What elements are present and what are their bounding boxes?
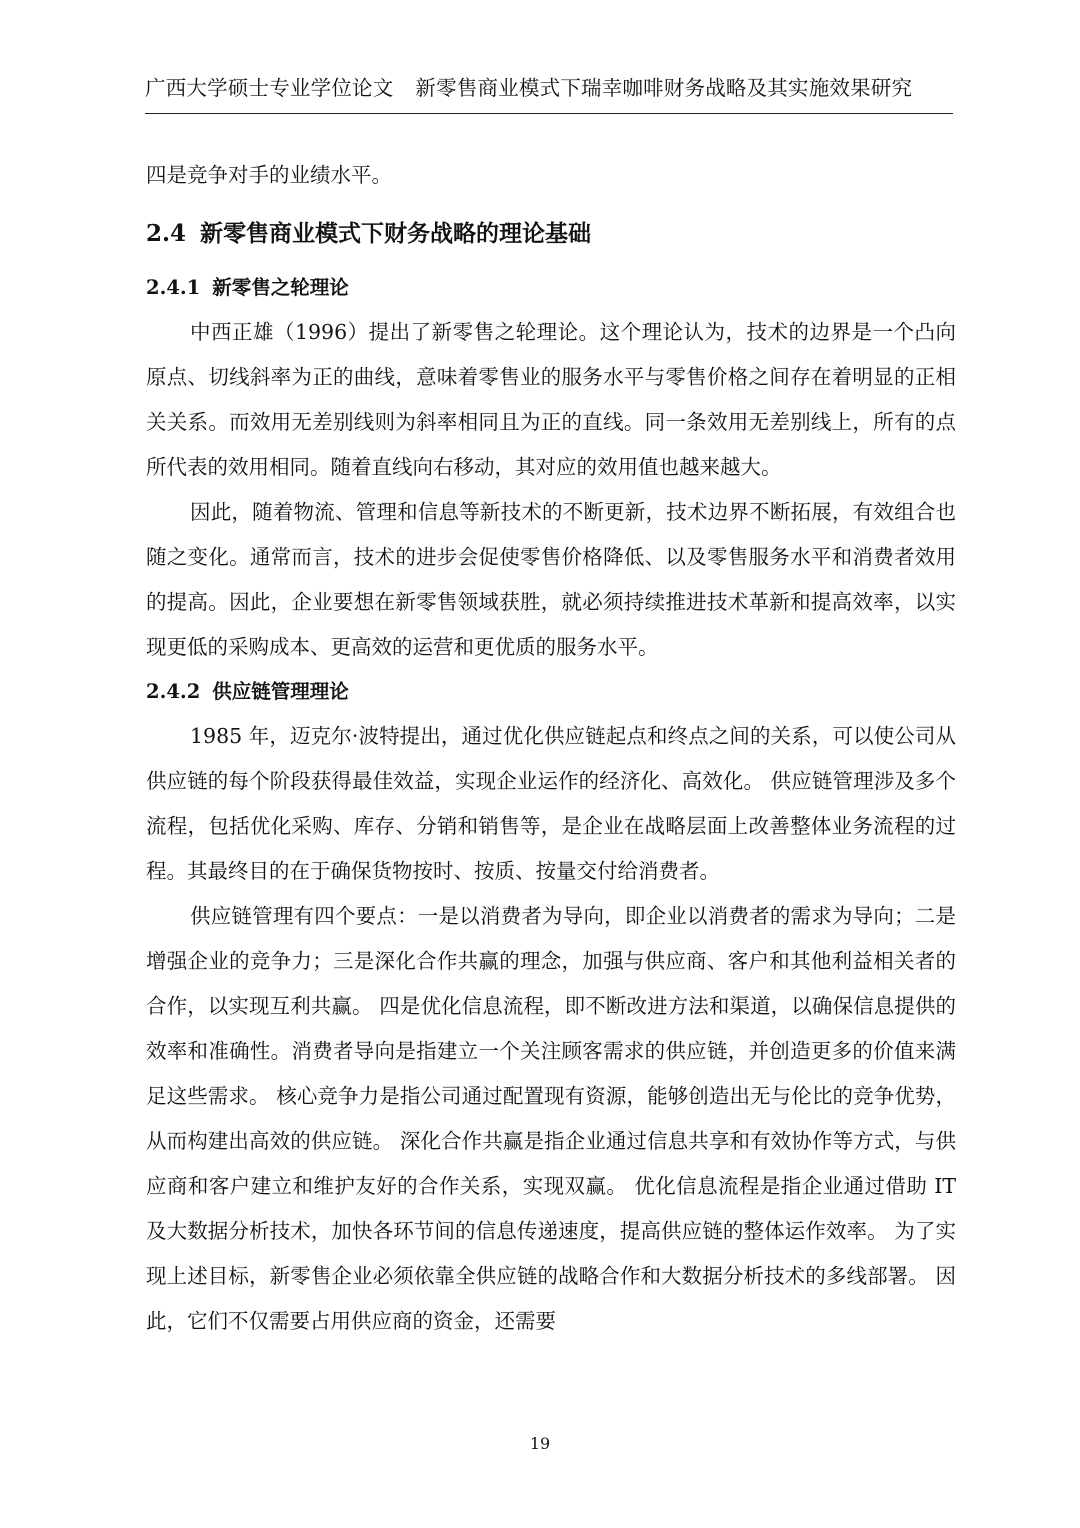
header-thesis-title: 新零售商业模式下瑞幸咖啡财务战略及其实施效果研究 bbox=[415, 76, 913, 100]
paragraph: 因此，随着物流、管理和信息等新技术的不断更新，技术边界不断拓展，有效组合也随之变化。通常而言，技术的进步会促使零售价格降低、以及零售服务水平和消费者效用的提高。因此，企业要想在新零售领域获胜，就必须持续推进技术革新和提高效率，以实现更低的采购成本、更高效的运营和更优质的服务水平。 bbox=[146, 500, 956, 659]
subsection-number: 2.4.2 bbox=[146, 680, 201, 703]
paragraph: 供应链管理有四个要点：一是以消费者为导向，即企业以消费者的需求为导向；二是增强企业的竞争力；三是深化合作共赢的理念，加强与供应商、客户和其他利益相关者的合作，以实现互利共赢。 四是优化信息流程，即不断改进方法和渠道，以确保信息提供的效率和准确性。消费者导向是指建立一个关注顾客需求的供应链，并创造更多的价值来满足这些需求。 核心竞争力是指公司通过配置现有资源，能够创造出无与伦比的竞争优势，从而构建出高效的供应链。 深化合作共赢是指企业通过信息共享和有效协作等方式，与供应商和客户建立和维护友好的合作关系，实现双赢。 优化信息流程是指企业通过借助 IT 及大数据分析技术，加快各环节间的信息传递速度，提高供应链的整体运作效率。 为了实现上述目标，新零售企业必须依靠全供应链的战略合作和大数据分析技术的多线部署。 因此，它们不仅需要占用供应商的资金，还需要 bbox=[146, 904, 956, 1333]
document-body bbox=[146, 153, 956, 1344]
subsection-title: 新零售之轮理论 bbox=[212, 276, 349, 299]
header-institution-degree: 广西大学硕士专业学位论文 bbox=[145, 76, 394, 100]
subsection-number: 2.4.1 bbox=[146, 276, 201, 299]
section-number: 2.4 bbox=[146, 220, 187, 247]
subsection-title: 供应链管理理论 bbox=[212, 680, 349, 703]
subsection-heading-2-4-1 bbox=[146, 266, 956, 310]
page-number: 19 bbox=[529, 1434, 551, 1453]
header-divider bbox=[145, 113, 953, 114]
running-header bbox=[145, 72, 953, 104]
paragraph: 中西正雄（1996）提出了新零售之轮理论。这个理论认为，技术的边界是一个凸向原点、切线斜率为正的曲线，意味着零售业的服务水平与零售价格之间存在着明显的正相关关系。而效用无差别线则为斜率相同且为正的直线。同一条效用无差别线上，所有的点所代表的效用相同。随着直线向右移动，其对应的效用值也越来越大。 bbox=[146, 320, 956, 479]
carryover-paragraph: 四是竞争对手的业绩水平。 bbox=[146, 163, 392, 187]
section-title: 新零售商业模式下财务战略的理论基础 bbox=[200, 220, 592, 247]
paragraph: 1985 年，迈克尔·波特提出，通过优化供应链起点和终点之间的关系，可以使公司从供应链的每个阶段获得最佳效益，实现企业运作的经济化、高效化。 供应链管理涉及多个流程，包括优化采购、库存、分销和销售等，是企业在战略层面上改善整体业务流程的过程。其最终目的在于确保货物按时、按质、按量交付给消费者。 bbox=[146, 724, 956, 883]
section-heading bbox=[146, 212, 956, 256]
subsection-heading-2-4-2 bbox=[146, 670, 956, 714]
